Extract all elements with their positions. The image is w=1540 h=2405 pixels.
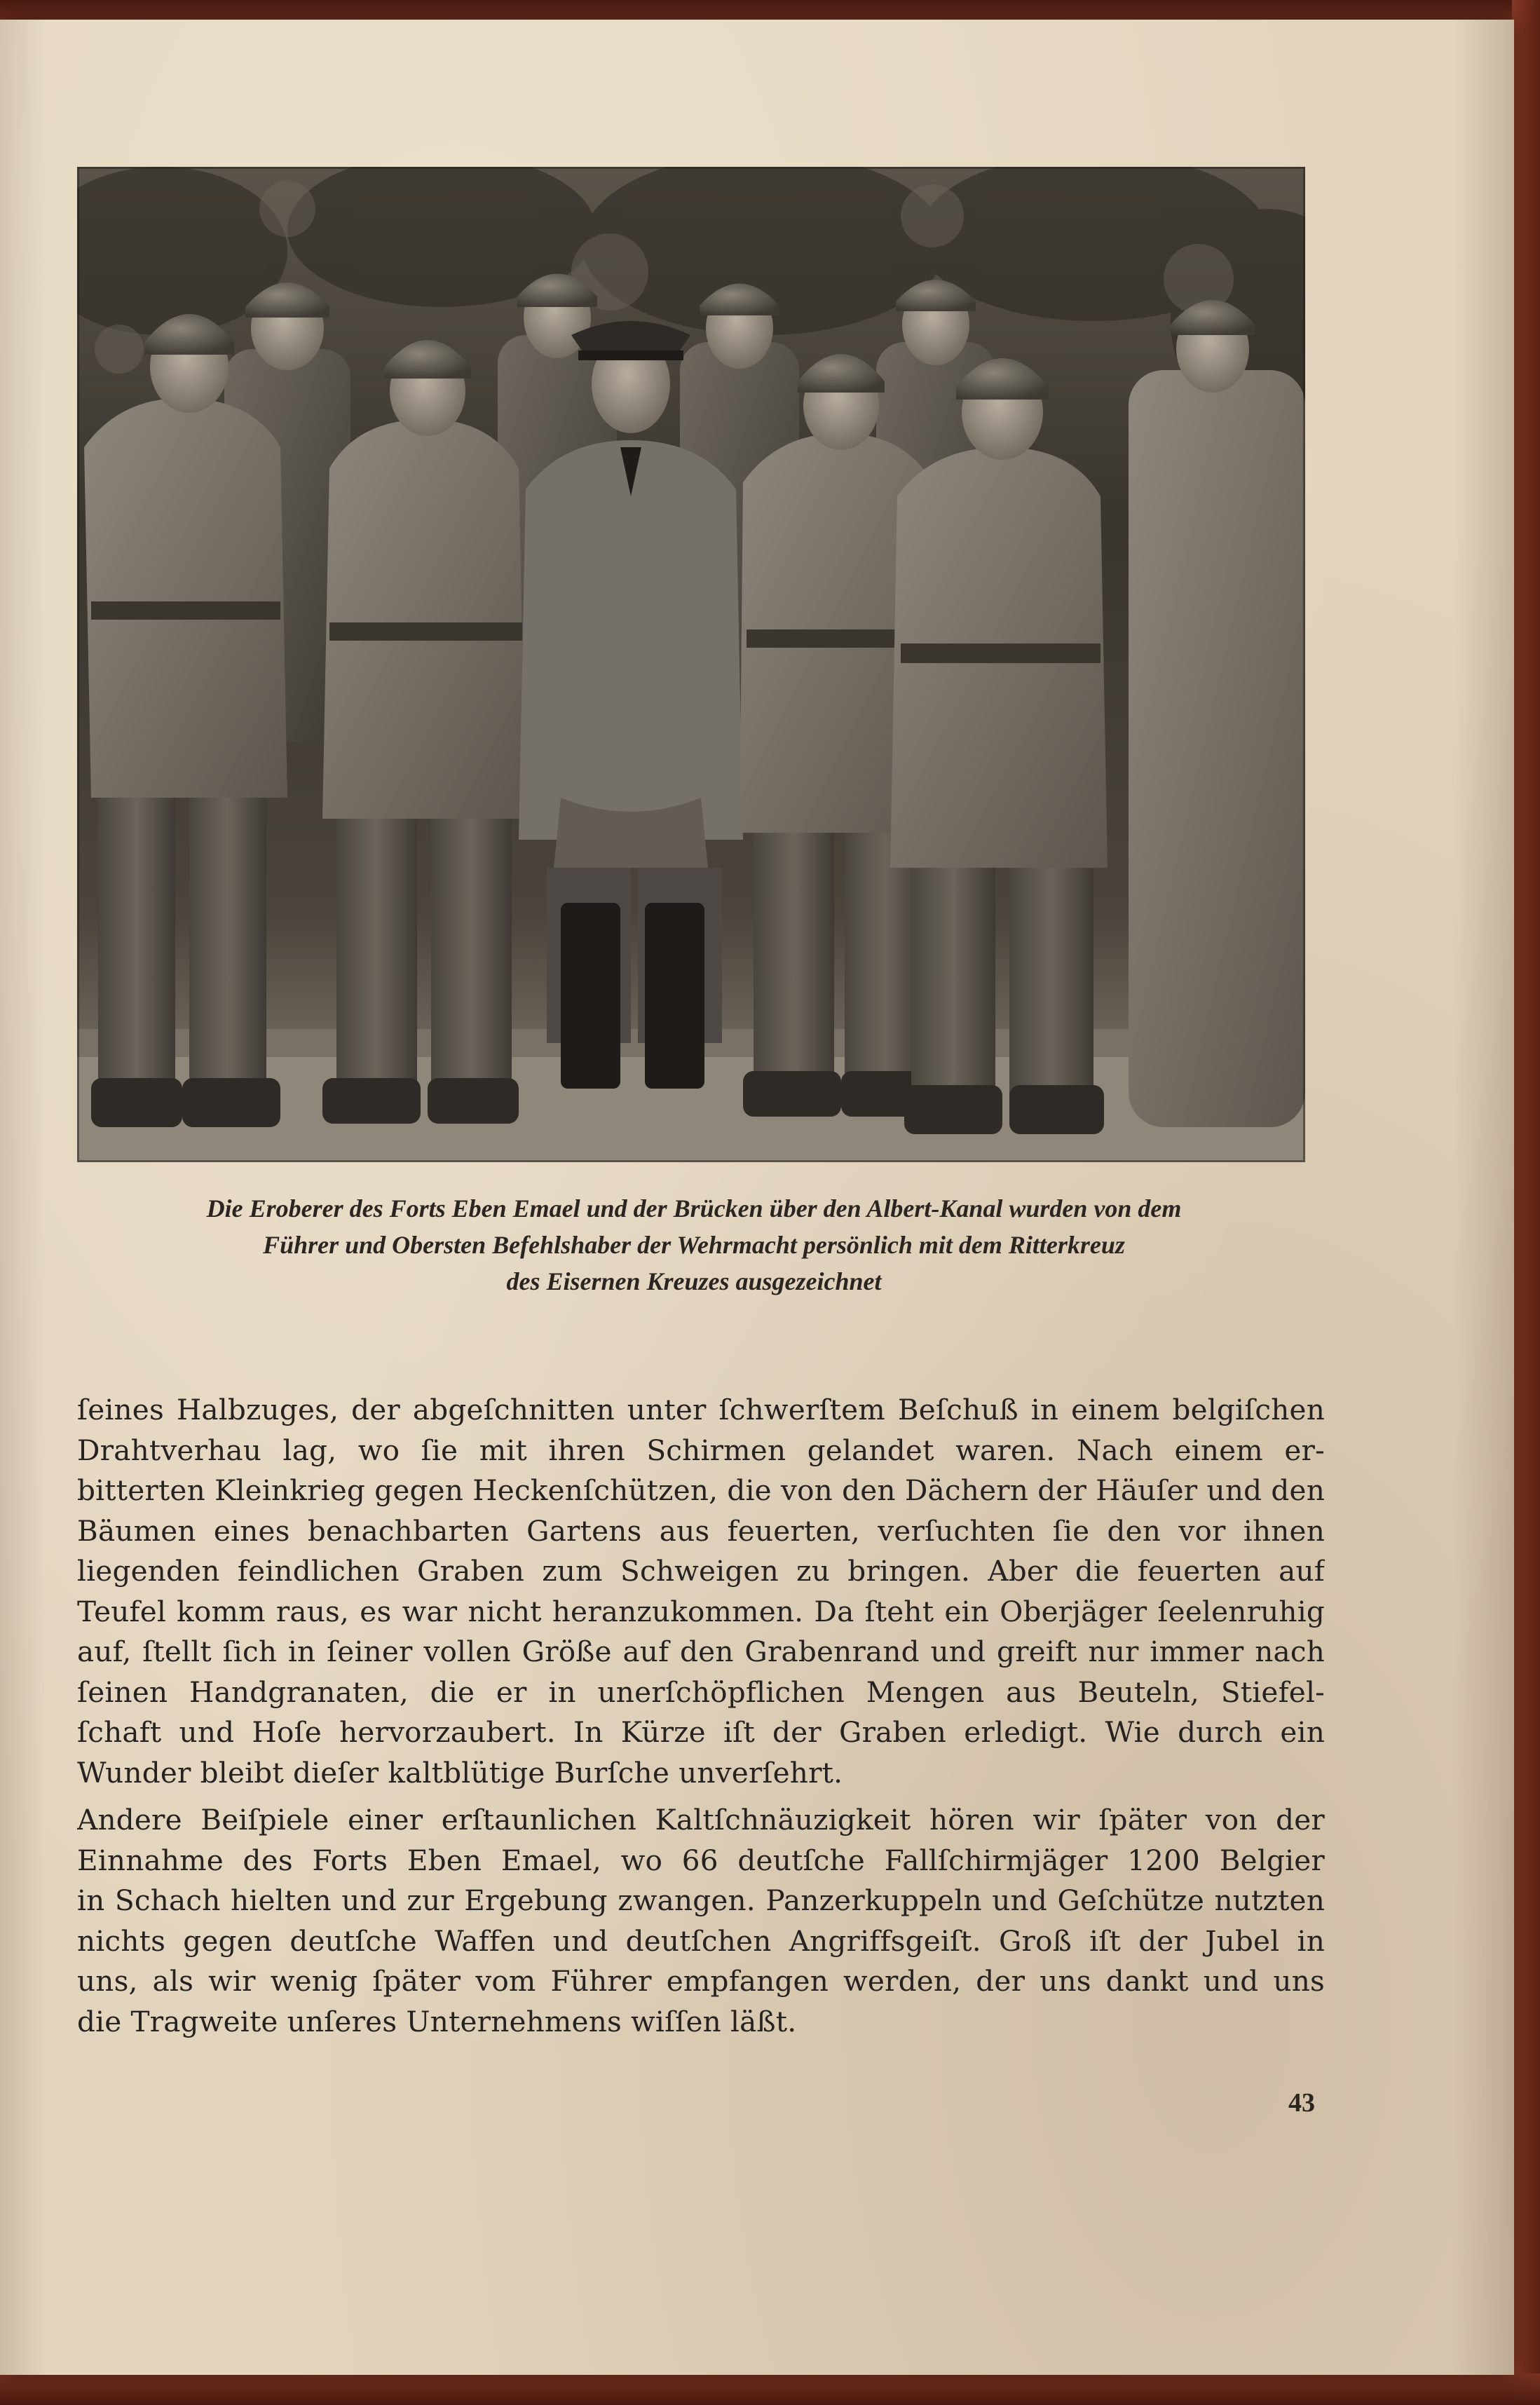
text-line: auf, ſtellt ſich in ſeiner vollen Größe auf den Grabenrand und greift nur immer nach [77,1635,1325,1668]
photo-caption [63,1190,1325,1300]
book-page [0,20,1514,2375]
caption-line: Die Eroberer des Forts Eben Emael und der Brücken über den Albert-Kanal wurden von dem [206,1194,1182,1222]
caption-line: des Eisernen Kreuzes ausgezeichnet [506,1267,882,1295]
text-line: Einnahme des Forts Eben Emael, wo 66 deutſche Fallſchirmjäger 1200 Belgier [77,1843,1325,1877]
page-number: 43 [1288,2088,1315,2118]
text-line: uns, als wir wenig ſpäter vom Führer empfangen werden, der uns dankt und uns [77,1964,1325,1998]
group-photo-of-soldiers-icon [77,167,1305,1162]
text-line: Andere Beiſpiele einer erſtaunlichen Kaltſchnäuzigkeit hören wir ſpäter von der [77,1803,1325,1837]
paragraph-2 [77,1800,1325,2042]
backdrop-right [1512,0,1540,2405]
text-line: ſchaft und Hoſe hervorzaubert. In Kürze iſt der Graben erledigt. Wie durch ein [77,1715,1325,1749]
text-line: Bäumen eines benachbarten Gartens aus feuerten, verſuchten ſie den vor ihnen [77,1513,1325,1548]
text-line: liegenden feindlichen Graben zum Schweigen zu bringen. Aber die feuerten auf [77,1554,1325,1588]
text-line: ſeinen Handgranaten, die er in unerſchöpflichen Mengen aus Beuteln, Stiefel- [77,1675,1325,1709]
body-text [77,1390,1325,2049]
paragraph-1 [77,1390,1325,1793]
group-photo [77,167,1305,1162]
text-line: nichts gegen deutſche Waffen und deutſchen Angriffsgeiſt. Groß iſt der Jubel in [77,1923,1325,1958]
caption-line: Führer und Obersten Befehlshaber der Wehrmacht persönlich mit dem Ritterkreuz [263,1231,1125,1259]
text-line: bitterten Kleinkrieg gegen Heckenſchützen, die von den Dächern der Häuſer und den [77,1473,1325,1507]
backdrop-bottom [0,2373,1540,2405]
text-line: ſeines Halbzuges, der abgeſchnitten unter ſchwerſtem Beſchuß in einem belgiſchen [77,1393,1325,1426]
text-line: Drahtverhau lag, wo ſie mit ihren Schirmen gelandet waren. Nach einem er- [77,1433,1325,1467]
text-line: Wunder bleibt dieſer kaltblütige Burſche unverſehrt. [77,1755,843,1790]
text-line: in Schach hielten und zur Ergebung zwangen. Panzerkuppeln und Geſchütze nutzten [77,1883,1325,1917]
text-line: Teufel komm raus, es war nicht heranzukommen. Da ſteht ein Oberjäger ſeelenruhig [77,1594,1325,1628]
text-line: die Tragweite unſeres Unternehmens wiſſen läßt. [77,2004,797,2038]
